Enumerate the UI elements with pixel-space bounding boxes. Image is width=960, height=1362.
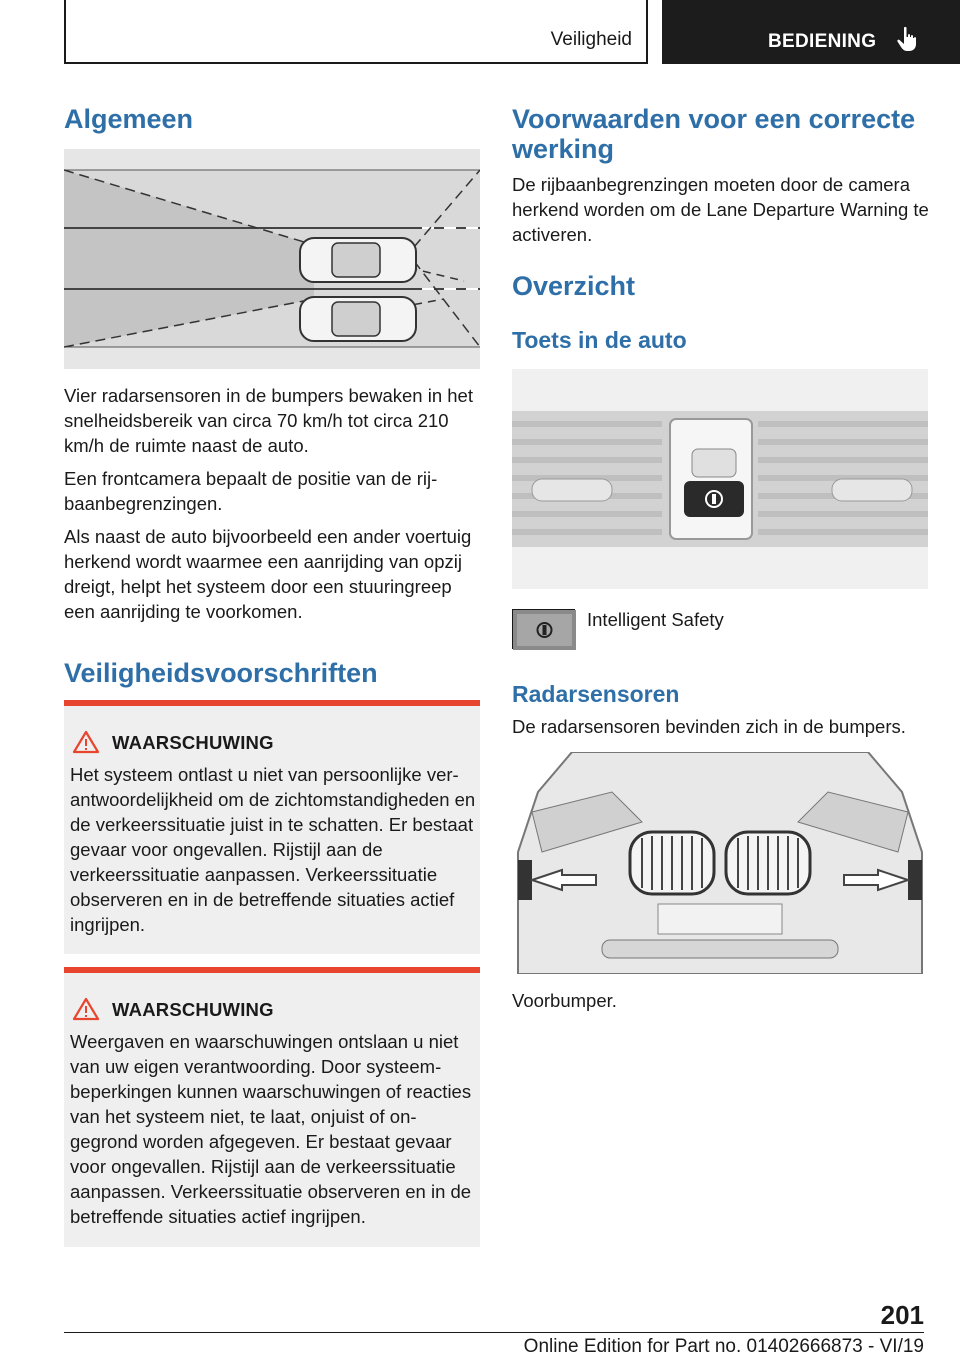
pointing-hand-icon: [896, 26, 920, 52]
kidney-grille-left: [630, 832, 714, 894]
algemeen-paragraph-3: Als naast de auto bijvoorbeeld een ander voertuig herkend wordt waarmee een aanrijding van opzij dreigt, helpt het systeem door een stuuringreep een aanrijding te voorkomen.: [64, 526, 472, 622]
page-number: 201: [880, 1300, 924, 1330]
radarsensoren-paragraph: De radarsensoren bevinden zich in de bumpers.: [512, 716, 906, 737]
warning-title-1: WAARSCHUWING: [112, 732, 274, 753]
lane-radar-illustration: [64, 149, 480, 369]
header-section-title: Veiligheid: [550, 29, 632, 50]
header-chapter-title: BEDIENING: [768, 31, 877, 52]
voorwaarden-paragraph: De rijbaanbegrenzingen moeten door de camera herkend worden om de Lane Departure Warning te activeren.: [512, 174, 929, 245]
intelligent-safety-icon: [513, 610, 576, 650]
heading-radarsensoren: Radarsensoren: [512, 681, 680, 707]
intelligent-safety-label: Intelligent Safety: [587, 609, 724, 630]
header-chapter-tab: [662, 0, 960, 64]
warning-triangle-icon: [72, 730, 100, 754]
warning-triangle-icon: [72, 997, 100, 1021]
warning-title-2: WAARSCHUWING: [112, 999, 274, 1020]
front-bumper-illustration: [512, 752, 928, 974]
lane-radar-diagram: [64, 149, 480, 369]
heading-overzicht: Overzicht: [512, 271, 636, 301]
car-bottom: [300, 297, 416, 341]
kidney-grille-right: [726, 832, 810, 894]
dashboard-button-photo: [512, 369, 928, 589]
caption-voorbumper: Voorbumper.: [512, 990, 617, 1011]
heading-voorwaarden: Voorwaarden voor een correcte werking: [512, 104, 916, 164]
car-top: [300, 238, 416, 282]
warning-text-2: Weergaven en waarschuwingen ontslaan u niet van uw eigen verantwoording. Door systeembeperkingen kunnen waarschuwingen of reacties van het systeem niet, te laat, onjuist of ongegrond worden afgegeven. Er bestaat gevaar voor ongevallen. Rijstijl aan de verkeerssituatie aanpassen. Verkeerssituatie observeren en in de betreffende situaties actief ingrijpen.: [70, 1031, 472, 1227]
footer-edition: Online Edition for Part no. 01402666873 - VI/19: [523, 1336, 924, 1357]
dashboard-vent-illustration: [512, 369, 928, 589]
footer-rule: [64, 1332, 924, 1333]
warning-box-2: [64, 967, 480, 1247]
heading-toets-in-de-auto: Toets in de auto: [512, 327, 687, 353]
warning-box-1: [64, 700, 480, 954]
header-section-box: [64, 0, 648, 64]
front-bumper-photo: [512, 752, 928, 974]
heading-algemeen: Algemeen: [64, 104, 194, 134]
algemeen-paragraph-1: Vier radarsensoren in de bumpers bewaken in het snelheidsbereik van circa 70 km/h tot circa 210 km/h de ruimte naast de auto.: [64, 385, 473, 456]
heading-veiligheidsvoorschriften: Veiligheidsvoorschriften: [64, 658, 378, 688]
warning-text-1: Het systeem ontlast u niet van persoonlijke verantwoordelijkheid om de zichtomstandigheden en de verkeerssituatie juist in te schatten. Er bestaat gevaar voor ongevallen. Rijstijl aan de verkeerssituatie aanpassen. Verkeerssituatie observeren en in de betreffende situaties actief ingrijpen.: [70, 764, 476, 935]
intelligent-safety-button-image: [512, 609, 575, 649]
algemeen-paragraph-2: Een frontcamera bepaalt de positie van de rijbaanbegrenzingen.: [64, 468, 438, 514]
